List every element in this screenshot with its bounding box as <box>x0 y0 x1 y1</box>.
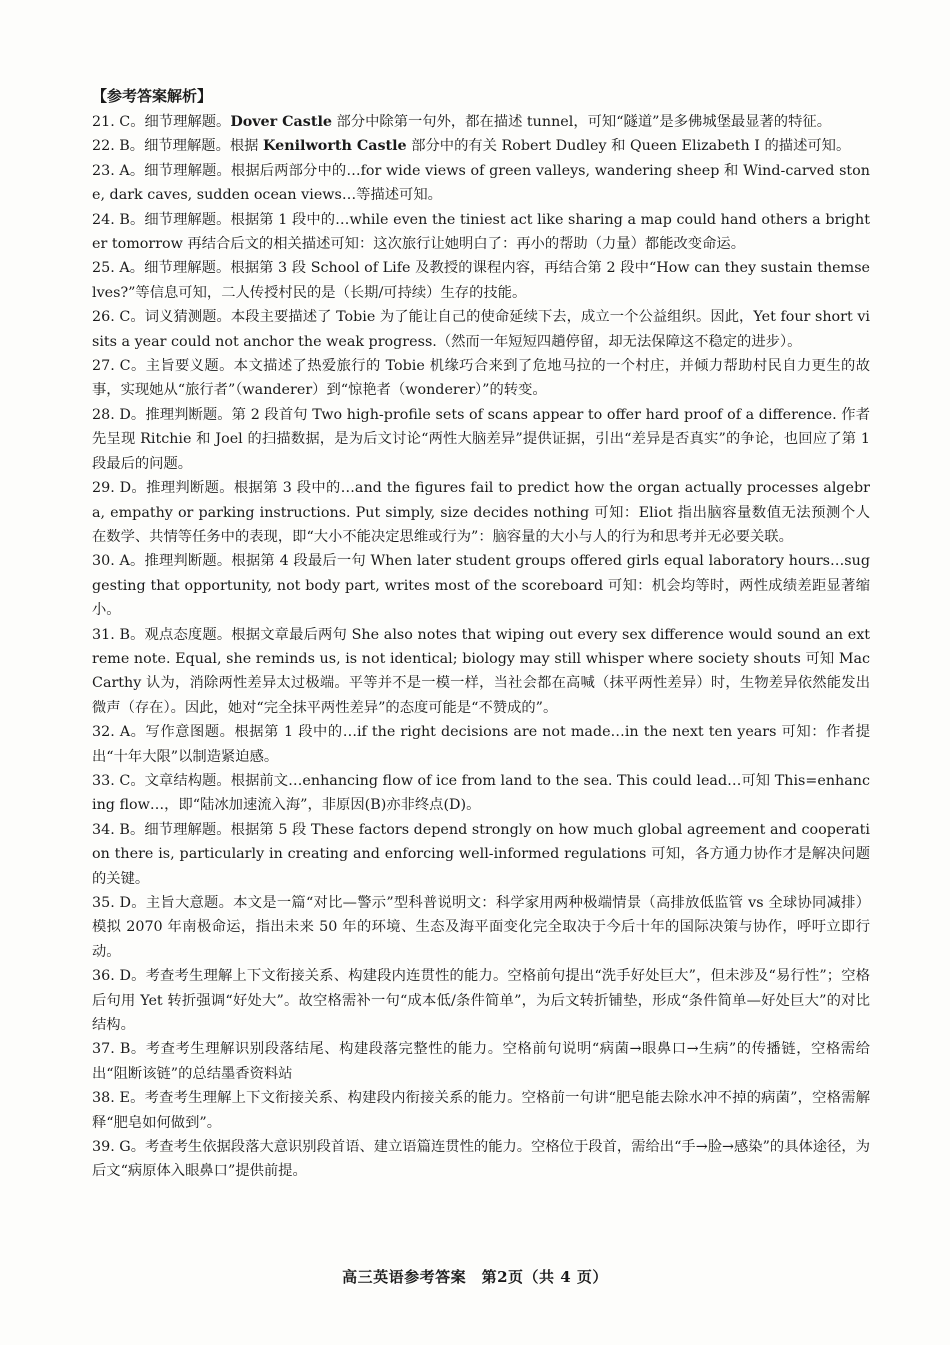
answer-item: 31. B。观点态度题。根据文章最后两句 She also notes that wiping out every sex difference would sound an extreme note. Equal, she reminds us, is not identical; biology may still whisper where society shouts 可知 MacCarthy 认为，消除两性差异太过极端。平等并不是一模一样，当社会都在高喊（抹平两性差异）时，生物差异依然能发出微声（存在）。因此，她对“完全抹平两性差异”的态度可能是“不赞成的”。 <box>92 626 870 716</box>
answer-item: 29. D。推理判断题。根据第 3 段中的…and the figures fail to predict how the organ actually processes algebra, empathy or parking instructions. Put simply, size decides nothing 可知：Eliot 指出脑容量数值无法预测个人在数学、共情等任务中的表现，即“大小不能决定思维或行为”：脑容量的大小与人的行为和思考并无必要关联。 <box>92 480 870 545</box>
page-footer: 高三英语参考答案 第2页（共 4 页） <box>342 1268 608 1286</box>
answer-item: 38. E。考查考生理解上下文衔接关系、构建段内衔接关系的能力。空格前一句讲“肥皂能去除水冲不掉的病菌”，空格需解释“肥皂如何做到”。 <box>92 1090 870 1131</box>
answer-item: 25. A。细节理解题。根据第 3 段 School of Life 及教授的课程内容，再结合第 2 段中“How can they sustain themselves?”等信息可知，二人传授村民的是（长期/可持续）生存的技能。 <box>92 260 870 301</box>
answer-item: 22. B。细节理解题。根据 Kenilworth Castle 部分中的有关 Robert Dudley 和 Queen Elizabeth I 的描述可知。 <box>92 138 851 155</box>
answer-item: 27. C。主旨要义题。本文描述了热爱旅行的 Tobie 机缘巧合来到了危地马拉的一个村庄，并倾力帮助村民自力更生的故事，实现她从“旅行者”（wanderer）到“惊艳者（wonderer）”的转变。 <box>92 358 870 399</box>
answer-item: 33. C。文章结构题。根据前文…enhancing flow of ice from land to the sea. This could lead…可知 This=enhancing flow…，即“陆冰加速流入海”，非原因(B)亦非终点(D)。 <box>92 772 870 814</box>
answer-item: 26. C。词义猜测题。本段主要描述了 Tobie 为了能让自己的使命延续下去，成立一个公益组织。因此，Yet four short visits a year could not anchor the weak progress.（然而一年短短四趟停留，却无法保障这不稳定的进步）。 <box>92 309 870 350</box>
answer-item: 35. D。主旨大意题。本文是一篇“对比—警示”型科普说明文：科学家用两种极端情景（高排放低监管 vs 全球协同减排）模拟 2070 年南极命运，指出未来 50 年的环境、生态及海平面变化完全取决于今后十年的国际决策与协作，呼吁立即行动。 <box>92 895 870 960</box>
answer-item: 28. D。推理判断题。第 2 段首句 Two high-profile sets of scans appear to offer hard proof of a difference. 作者先呈现 Ritchie 和 Joel 的扫描数据，是为后文讨论“两性大脑差异”提供证据，引出“差异是否真实”的争论，也回应了第 1 段最后的问题。 <box>92 406 870 472</box>
answer-item: 39. G。考查考生依据段落大意识别段首语、建立语篇连贯性的能力。空格位于段首，需给出“手→脸→感染”的具体途径，为后文“病原体入眼鼻口”提供前提。 <box>92 1139 870 1180</box>
answer-item: 21. C。细节理解题。Dover Castle 部分中除第一句外，都在描述 tunnel，可知“隧道”是多佛城堡最显著的特征。 <box>92 114 831 130</box>
answer-list <box>92 110 870 1184</box>
answer-item: 30. A。推理判断题。根据第 4 段最后一句 When later student groups offered girls equal laboratory hours…suggesting that opportunity, not body part, writes most of the scoreboard 可知：机会均等时，两性成绩差距显著缩小。 <box>92 553 870 619</box>
answer-item: 24. B。细节理解题。根据第 1 段中的…while even the tiniest act like sharing a map could hand others a brighter tomorrow 再结合后文的相关描述可知：这次旅行让她明白了：再小的帮助（力量）都能改变命运。 <box>92 211 870 253</box>
section-header: 【参考答案解析】 <box>92 87 213 105</box>
answer-item: 23. A。细节理解题。根据后两部分中的…for wide views of green valleys, wandering sheep 和 Wind-carved stone, dark caves, sudden ocean views…等描述可知。 <box>92 162 870 204</box>
answer-item: 37. B。考查考生理解识别段落结尾、构建段落完整性的能力。空格前句说明“病菌→眼鼻口→生病”的传播链，空格需给出“阻断该链”的总结墨香资料站 <box>92 1041 870 1082</box>
answer-item: 34. B。细节理解题。根据第 5 段 These factors depend strongly on how much global agreement and cooperation there is, particularly in creating and enforcing well-informed regulations 可知，各方通力协作才是解决问题的关键。 <box>92 821 870 887</box>
answer-item: 32. A。写作意图题。根据第 1 段中的…if the right decisions are not made…in the next ten years 可知：作者提出“十年大限”以制造紧迫感。 <box>92 724 870 765</box>
answer-item: 36. D。考查考生理解上下文衔接关系、构建段内连贯性的能力。空格前句提出“洗手好处巨大”，但未涉及“易行性”；空格后句用 Yet 转折强调“好处大”。故空格需补一句“成本低/条件简单”，为后文转折铺垫，形成“条件简单—好处巨大”的对比结构。 <box>92 968 870 1034</box>
